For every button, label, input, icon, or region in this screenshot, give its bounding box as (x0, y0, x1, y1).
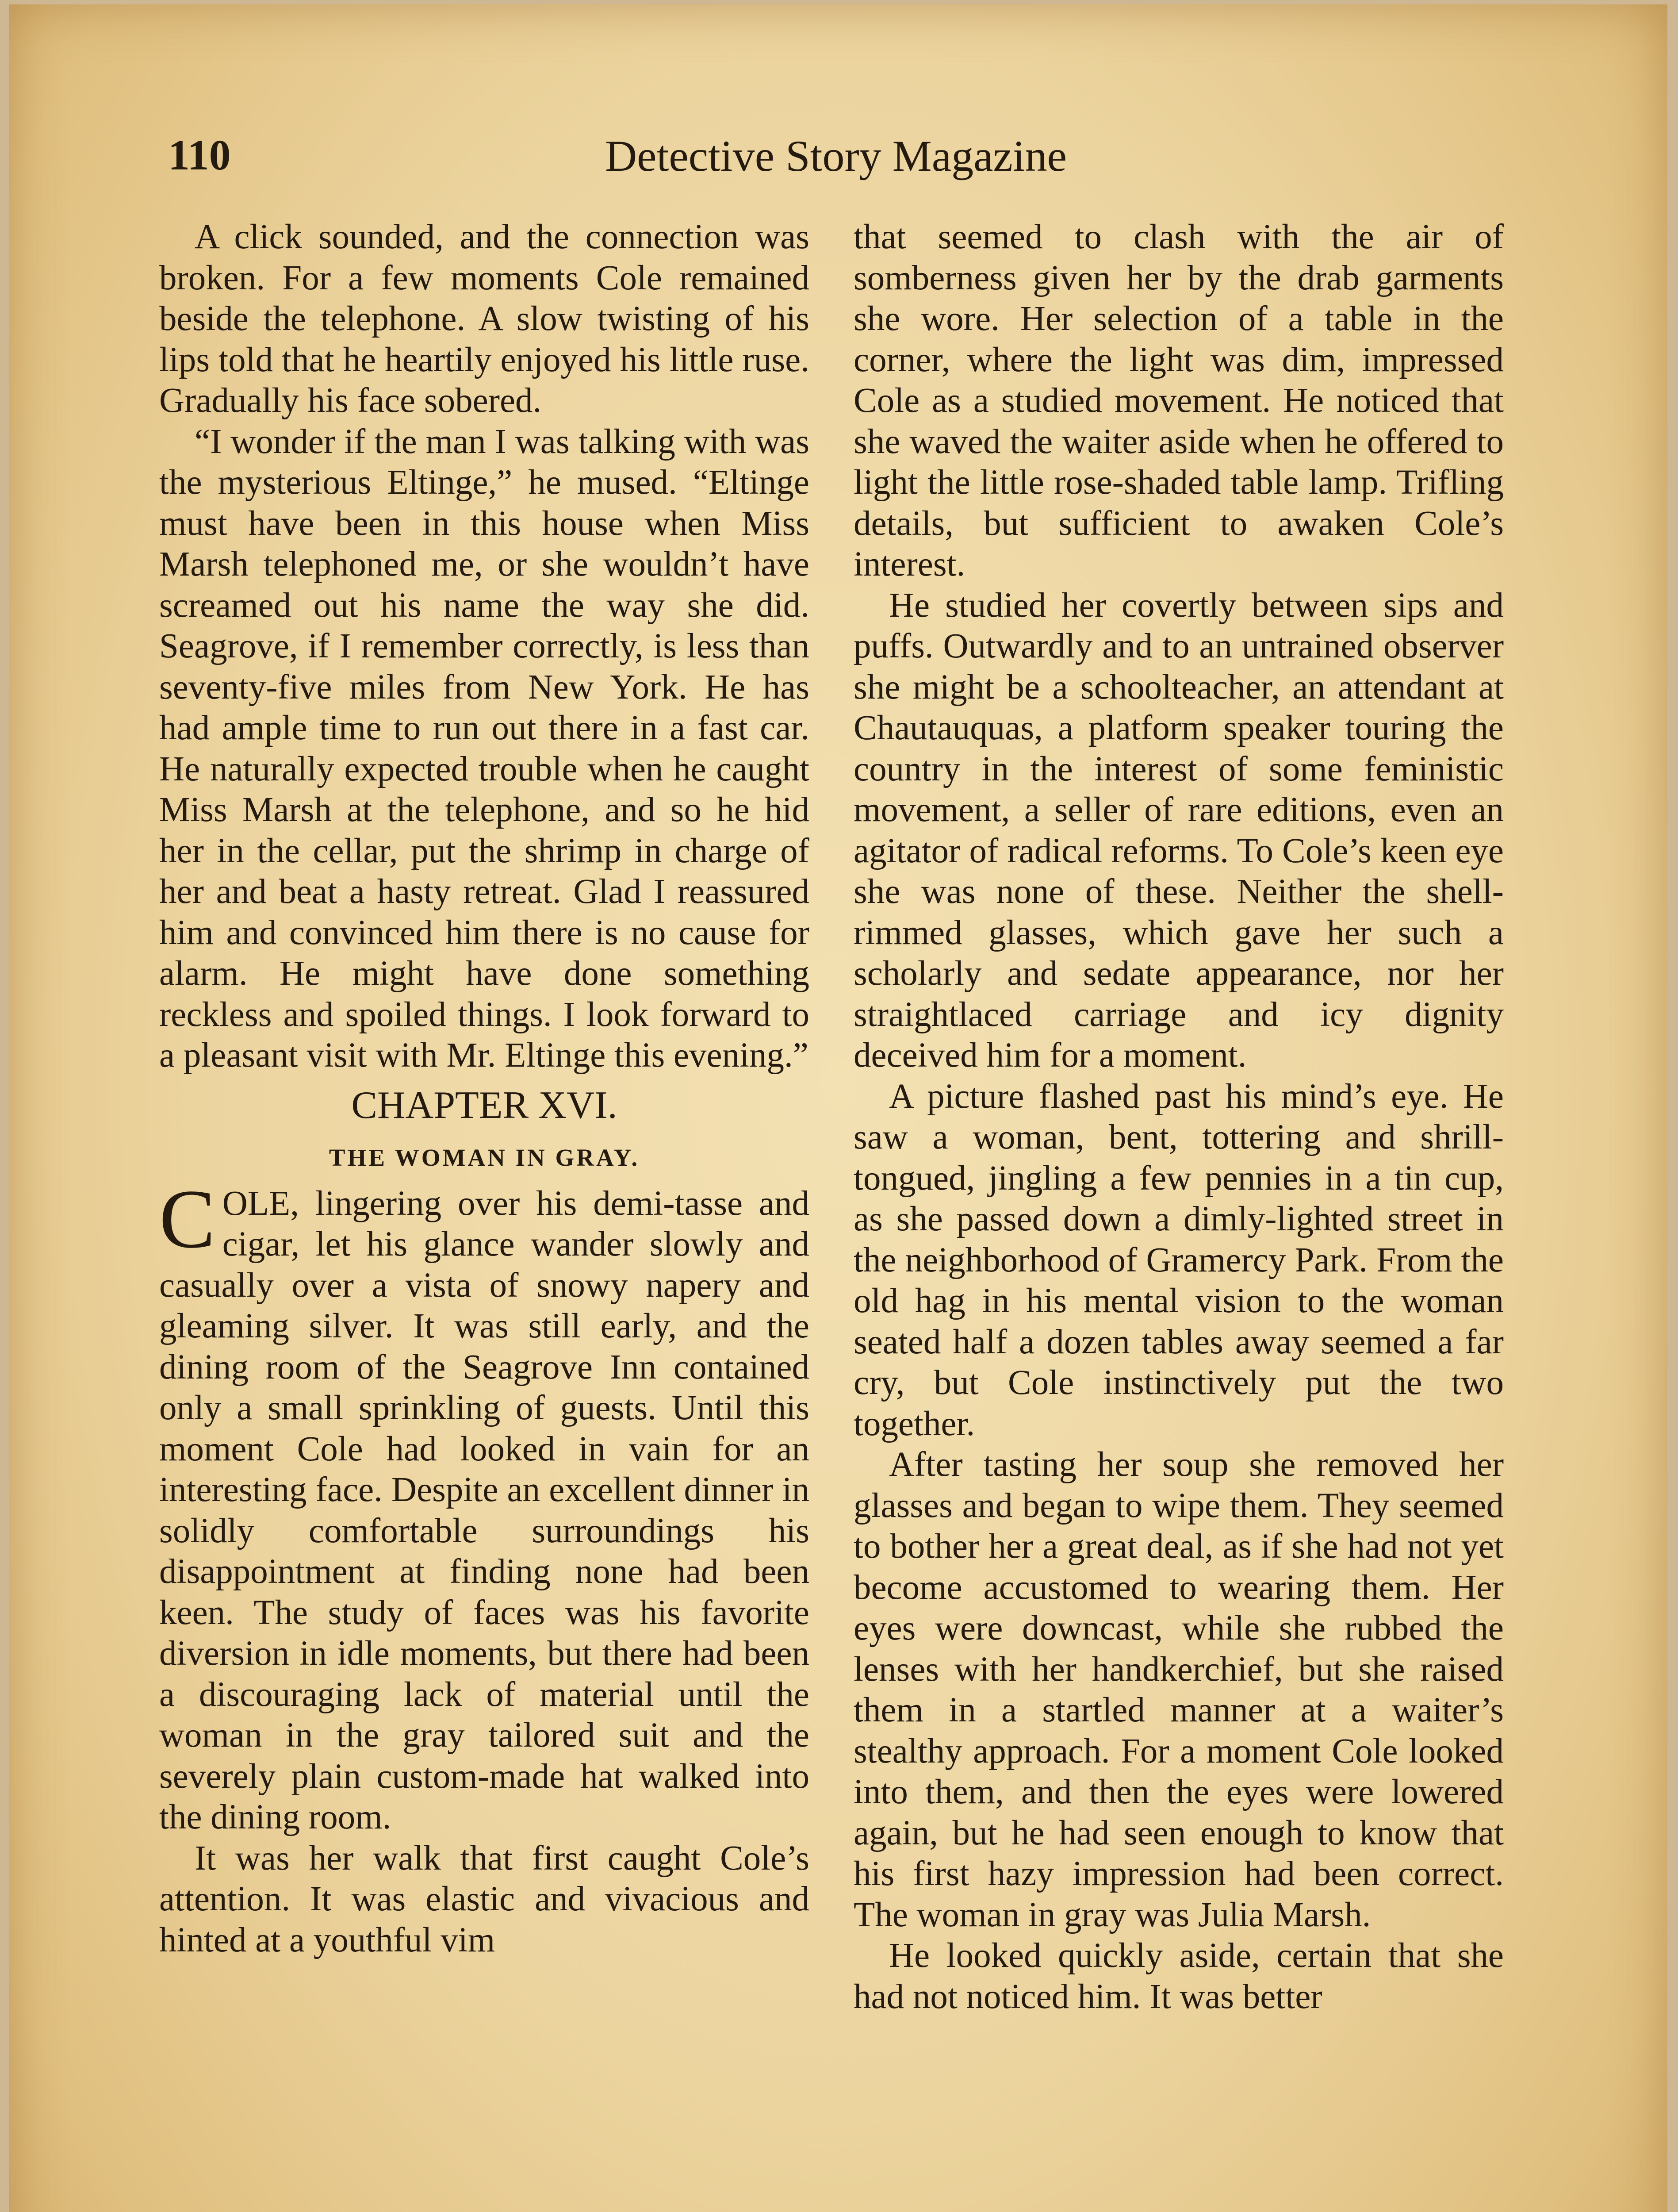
paragraph: “I wonder if the man I was talking with was the mysterious Eltinge,” he mused. “Eltinge must have been in this house when Miss Marsh telephoned me, or she wouldn’t have screamed out his name the way she did. Seagrove, if I remember correctly, is less than seventy-five miles from New York. He has had ample time to run out there in a fast car. He naturally expected trouble when he caught Miss Marsh at the telephone, and so he hid her in the cellar, put the shrimp in charge of her and beat a hasty retreat. Glad I reassured him and convinced him there is no cause for alarm. He might have done something reckless and spoiled things. I look forward to a pleasant visit with Mr. Eltinge this evening.” (159, 422, 809, 1075)
paragraph: It was her walk that first caught Cole’s attention. It was elastic and vivacious and hinted at a youthful vim (159, 1839, 809, 1959)
drop-cap: C (159, 1172, 215, 1266)
magazine-page (9, 4, 1667, 2212)
paragraph: A click sounded, and the connection was broken. For a few moments Cole remained beside the telephone. A slow twisting of his lips told that he heartily enjoyed his little ruse. Gradually his face sobered. (159, 218, 809, 420)
paragraph: He studied her covertly between sips and puffs. Outwardly and to an untrained observer she might be a schoolteacher, an attendant at Chautauquas, a platform speaker touring the country in the interest of some feministic movement, a seller of rare editions, even an agitator of radical reforms. To Cole’s keen eye she was none of these. Neither the shell-rimmed glasses, which gave her such a scholarly and sedate appearance, nor her straightlaced carriage and icy dignity deceived him for a moment. (854, 586, 1504, 1075)
paragraph: After tasting her soup she removed her glasses and began to wipe them. They seemed to bother her a great deal, as if she had not yet become accustomed to wearing them. Her eyes were downcast, while she rubbed the lenses with her handkerchief, but she raised them in a startled manner at a waiter’s stealthy approach. For a moment Cole looked into them, and then the eyes were lowered again, but he had seen enough to know that his first hazy impression had been correct. The woman in gray was Julia Marsh. (854, 1445, 1504, 1934)
paragraph (159, 1172, 809, 1838)
paragraph-text: OLE, lingering over his demi-tasse and cigar, let his glance wander slowly and casually over a vista of snowy napery and gleaming silver. It was still early, and the dining room of the Seagrove Inn contained only a small sprinkling of guests. Until this moment Cole had looked in vain for an interesting face. Despite an excellent dinner in solidly comfortable surroundings his disappointment at finding none had been keen. The study of faces was his favorite diversion in idle moments, but there had been a discouraging lack of material until the woman in the gray tailored suit and the severely plain custom-made hat walked into the dining room. (159, 1184, 809, 1836)
magazine-title: Detective Story Magazine (605, 131, 1067, 180)
page-header (155, 131, 1517, 192)
chapter-heading: CHAPTER XVI. (351, 1083, 617, 1127)
left-column (159, 217, 809, 1961)
chapter-subtitle: THE WOMAN IN GRAY. (329, 1144, 640, 1171)
page-number: 110 (168, 131, 231, 179)
paragraph: A picture flashed past his mind’s eye. He saw a woman, bent, tottering and shrill-tongued, jingling a few pennies in a tin cup, as she passed down a dimly-lighted street in the neighborhood of Gramercy Park. From the old hag in his mental vision to the woman seated half a dozen tables away seemed a far cry, but Cole instinctively put the two together. (854, 1077, 1504, 1443)
right-column (854, 217, 1504, 2017)
paragraph: that seemed to clash with the air of somberness given her by the drab garments she wore. Her selection of a table in the corner, where the light was dim, impressed Cole as a studied movement. He noticed that she waved the waiter aside when he offered to light the little rose-shaded table lamp. Trifling details, but sufficient to awaken Cole’s interest. (854, 218, 1504, 584)
paragraph: He looked quickly aside, certain that she had not noticed him. It was better (854, 1936, 1504, 2016)
